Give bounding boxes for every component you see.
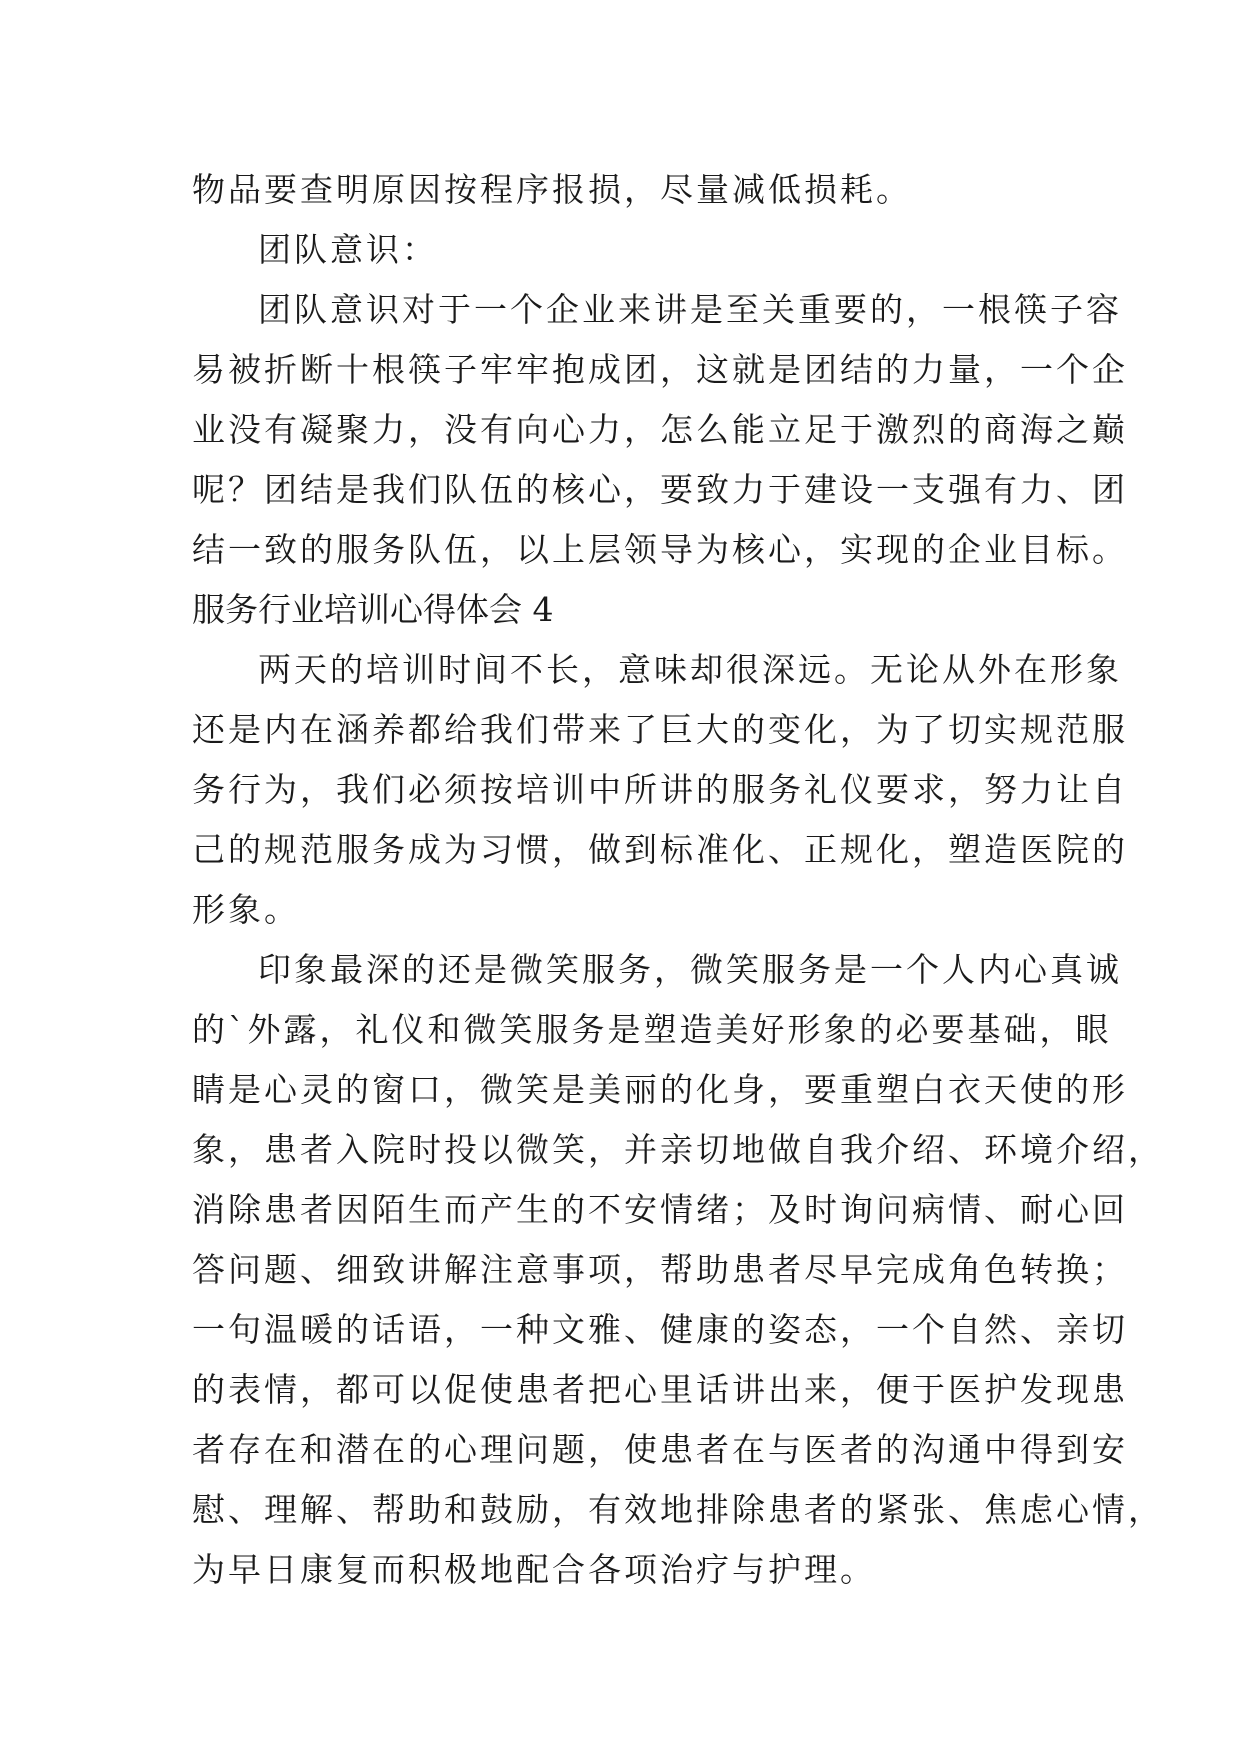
paragraph-line: 结一致的服务队伍，以上层领导为核心，实现的企业目标。 [192, 530, 1128, 569]
paragraph-line: 消除患者因陌生而产生的不安情绪；及时询问病情、耐心回 [192, 1190, 1128, 1229]
paragraph-line: 睛是心灵的窗口，微笑是美丽的化身，要重塑白衣天使的形 [192, 1070, 1128, 1109]
paragraph-line: 印象最深的还是微笑服务，微笑服务是一个人内心真诚 [258, 950, 1122, 989]
section-label-team-awareness: 团队意识： [258, 230, 438, 269]
paragraph-line: 的表情，都可以促使患者把心里话讲出来，便于医护发现患 [192, 1370, 1128, 1409]
paragraph-line: 一句温暖的话语，一种文雅、健康的姿态，一个自然、亲切 [192, 1310, 1128, 1349]
paragraph-line: 物品要查明原因按程序报损，尽量减低损耗。 [192, 170, 912, 209]
paragraph-line: 业没有凝聚力，没有向心力，怎么能立足于激烈的商海之巅 [192, 410, 1128, 449]
paragraph-line: 为早日康复而积极地配合各项治疗与护理。 [192, 1550, 876, 1589]
paragraph-line: 还是内在涵养都给我们带来了巨大的变化，为了切实规范服 [192, 710, 1128, 749]
paragraph-line: 答问题、细致讲解注意事项，帮助患者尽早完成角色转换； [192, 1250, 1128, 1289]
paragraph-line: 己的规范服务成为习惯，做到标准化、正规化，塑造医院的 [192, 830, 1128, 869]
paragraph-line: 易被折断十根筷子牢牢抱成团，这就是团结的力量，一个企 [192, 350, 1128, 389]
paragraph-line: 呢？团结是我们队伍的核心，要致力于建设一支强有力、团 [192, 470, 1128, 509]
section-heading: 服务行业培训心得体会 4 [192, 590, 554, 629]
paragraph-line: 团队意识对于一个企业来讲是至关重要的，一根筷子容 [258, 290, 1122, 329]
paragraph-line: 者存在和潜在的心理问题，使患者在与医者的沟通中得到安 [192, 1430, 1128, 1469]
paragraph-line: 两天的培训时间不长，意味却很深远。无论从外在形象 [258, 650, 1122, 689]
paragraph-line: 慰、理解、帮助和鼓励，有效地排除患者的紧张、焦虑心情， [192, 1490, 1164, 1529]
paragraph-line: 务行为，我们必须按培训中所讲的服务礼仪要求，努力让自 [192, 770, 1128, 809]
paragraph-line: 形象。 [192, 890, 300, 929]
paragraph-line: 象，患者入院时投以微笑，并亲切地做自我介绍、环境介绍， [192, 1130, 1164, 1169]
document-body [192, 160, 1164, 1600]
paragraph-line: 的`外露，礼仪和微笑服务是塑造美好形象的必要基础，眼 [192, 1010, 1112, 1049]
